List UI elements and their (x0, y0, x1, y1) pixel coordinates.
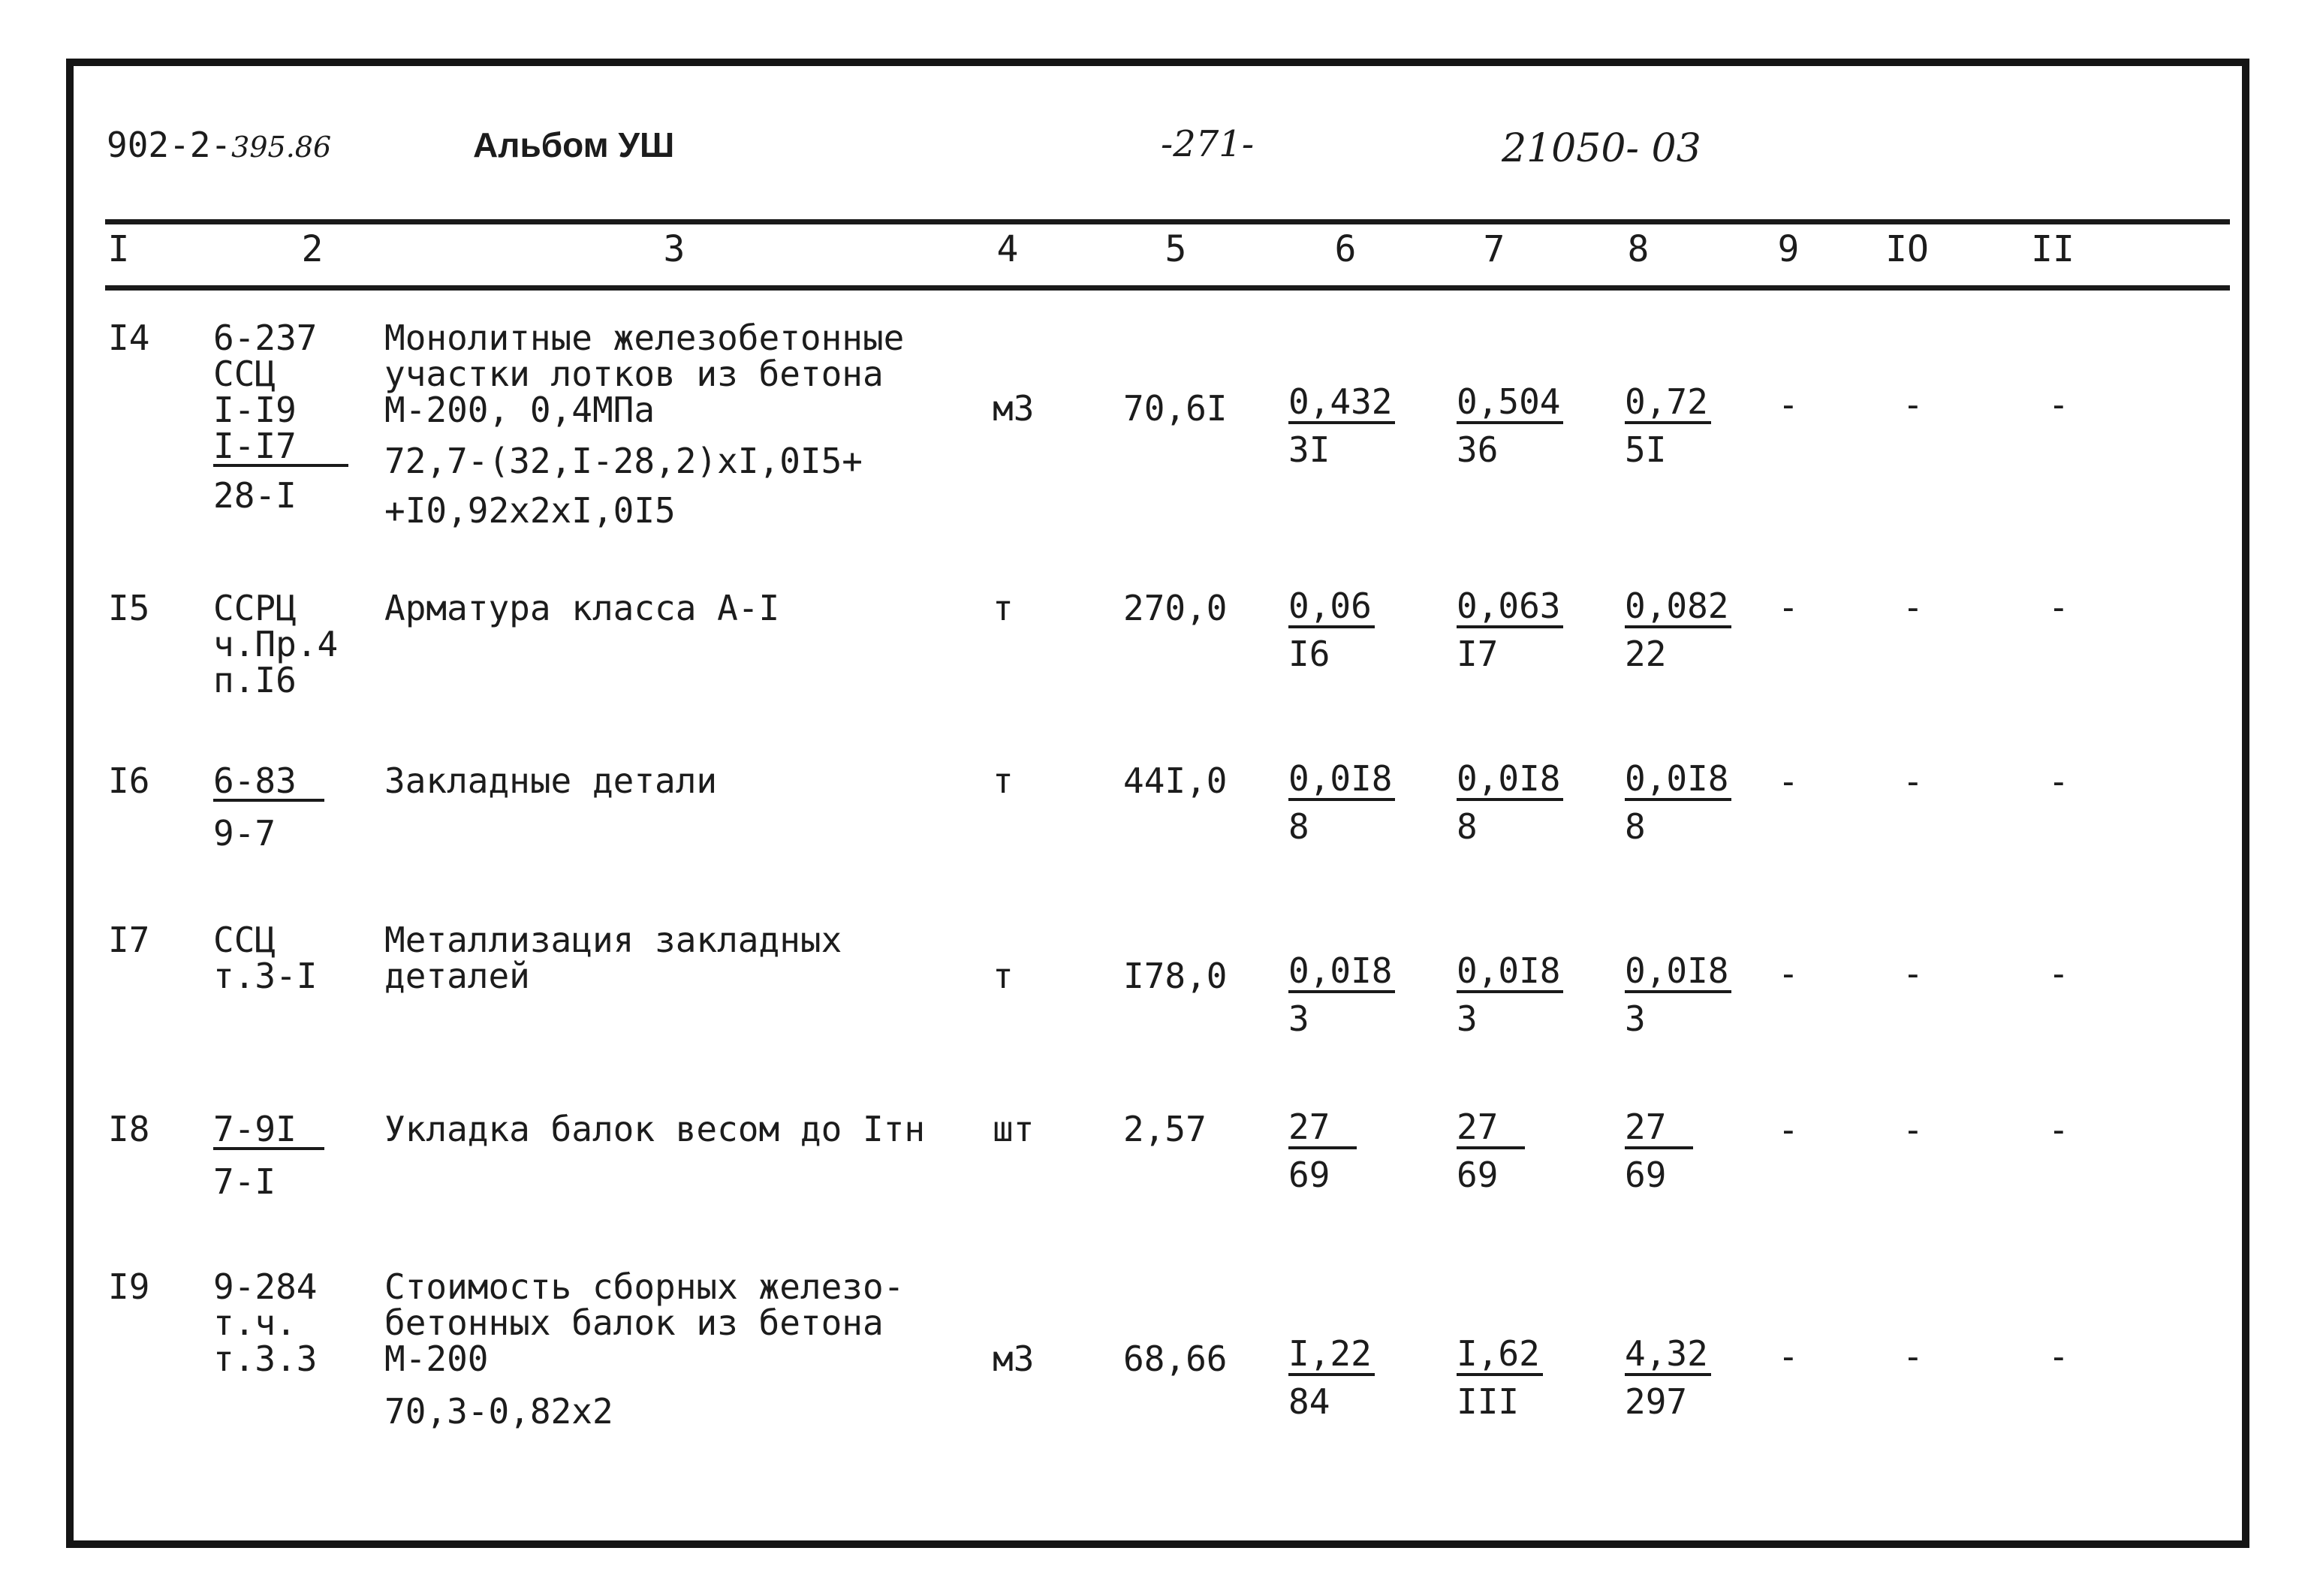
row-description (384, 318, 905, 531)
cell-col-8 (1625, 1333, 1711, 1424)
col-4-header: 4 (996, 228, 1019, 270)
value-top: 0,0I8 (1457, 759, 1563, 801)
value-top: 0,0I8 (1625, 951, 1731, 993)
header-series: 902-2-395.86 (107, 125, 332, 165)
row-description (384, 1111, 925, 1147)
value-top: I,22 (1288, 1334, 1375, 1376)
value-top: 0,063 (1457, 586, 1563, 628)
row-number: I5 (108, 588, 150, 628)
cell-col-6 (1288, 381, 1395, 472)
cell-col-10: - (1903, 384, 1924, 425)
desc-line: Монолитные железобетонные (384, 318, 905, 358)
cell-col-9: - (1778, 384, 1799, 425)
cell-col-7 (1457, 1333, 1543, 1424)
ref-line: 6-237 (213, 318, 318, 358)
row-unit: м3 (993, 1339, 1035, 1379)
desc-line: Металлизация закладных (384, 920, 842, 960)
cell-col-7 (1457, 381, 1563, 472)
cell-col-7 (1457, 1107, 1525, 1197)
desc-line: бетонных балок из бетона (384, 1302, 884, 1343)
value-top: 27 (1457, 1107, 1525, 1149)
value-top: 0,0I8 (1625, 759, 1731, 801)
row-unit: м3 (993, 388, 1035, 429)
value-bottom: 8 (1625, 806, 1646, 847)
ref-line: п.I6 (213, 660, 297, 700)
cell-col-9: - (1778, 1336, 1799, 1377)
cell-col-10: - (1903, 1110, 1924, 1150)
col-7-header: 7 (1483, 228, 1505, 270)
value-bottom: 3 (1457, 998, 1478, 1039)
value-bottom: 8 (1288, 806, 1309, 847)
col-10-header: IO (1885, 228, 1929, 270)
desc-line: 72,7-(32,I-28,2)хI,0I5+ (384, 441, 863, 481)
cell-col-6 (1288, 950, 1395, 1041)
ref-line: 28-I (213, 475, 297, 516)
cell-col-8 (1625, 758, 1731, 849)
value-top: 0,082 (1625, 586, 1731, 628)
col-5-header: 5 (1165, 228, 1187, 270)
cell-col-8 (1625, 950, 1731, 1041)
value-bottom: 297 (1625, 1381, 1688, 1422)
desc-line: М-200, 0,4МПа (384, 390, 655, 430)
ref-line: I-I7 (213, 428, 348, 467)
cell-col-11: - (2048, 587, 2069, 628)
value-top: 0,0I8 (1457, 951, 1563, 993)
value-bottom: III (1457, 1381, 1520, 1422)
value-bottom: 69 (1288, 1155, 1330, 1195)
value-bottom: 84 (1288, 1381, 1330, 1422)
row-description (384, 760, 718, 801)
cell-col-7 (1457, 758, 1563, 849)
cell-col-9: - (1778, 587, 1799, 628)
ref-line: т.3-I (213, 956, 318, 996)
ref-line: I-I9 (213, 390, 297, 430)
row-description (384, 590, 779, 626)
row-quantity: 44I,0 (1123, 760, 1228, 801)
desc-line: +I0,92х2хI,0I5 (384, 490, 676, 531)
row-unit: т (993, 588, 1014, 628)
cell-col-8 (1625, 586, 1731, 676)
desc-line: 70,3-0,82х2 (384, 1391, 613, 1432)
value-bottom: 3I (1288, 429, 1330, 470)
row-number: I7 (108, 920, 150, 960)
row-number: I8 (108, 1109, 150, 1149)
header-code: 21050- 03 (1502, 126, 1701, 171)
ref-line: т.ч. (213, 1302, 297, 1343)
value-bottom: I6 (1288, 634, 1330, 674)
value-top: 27 (1288, 1107, 1357, 1149)
cell-col-9: - (1778, 953, 1799, 994)
desc-line: участки лотков из бетона (384, 354, 884, 394)
col-3-header: 3 (663, 228, 685, 270)
cell-col-11: - (2048, 1110, 2069, 1150)
value-top: 0,06 (1288, 586, 1375, 628)
header-page-number: -271- (1161, 123, 1255, 165)
cell-col-11: - (2048, 953, 2069, 994)
cell-col-8 (1625, 381, 1711, 472)
cell-col-6 (1288, 1107, 1357, 1197)
value-bottom: 69 (1625, 1155, 1667, 1195)
row-description (384, 1266, 905, 1432)
value-bottom: 69 (1457, 1155, 1499, 1195)
desc-line: М-200 (384, 1339, 489, 1379)
cell-col-6 (1288, 1333, 1375, 1424)
cell-col-6 (1288, 758, 1395, 849)
cell-col-10: - (1903, 953, 1924, 994)
ref-line: 9-7 (213, 813, 276, 854)
value-top: 0,72 (1625, 382, 1711, 424)
cell-col-11: - (2048, 761, 2069, 802)
row-reference (213, 590, 338, 698)
row-unit: т (993, 956, 1014, 996)
value-bottom: 8 (1457, 806, 1478, 847)
row-quantity: 2,57 (1123, 1109, 1207, 1149)
value-bottom: 36 (1457, 429, 1499, 470)
row-reference (213, 922, 317, 994)
ref-line: ч.Пр.4 (213, 624, 339, 664)
row-quantity: 70,6I (1123, 388, 1228, 429)
cell-col-10: - (1903, 1336, 1924, 1377)
value-bottom: 5I (1625, 429, 1667, 470)
ref-line: ССЦ (213, 354, 276, 394)
col-9-header: 9 (1777, 228, 1800, 270)
cell-col-11: - (2048, 1336, 2069, 1377)
cell-col-7 (1457, 586, 1563, 676)
value-top: I,62 (1457, 1334, 1543, 1376)
cell-col-7 (1457, 950, 1563, 1041)
header-series-handwritten: 395.86 (231, 131, 332, 164)
value-bottom: 3 (1625, 998, 1646, 1039)
ref-line: 7-9I (213, 1111, 324, 1150)
row-reference (213, 1111, 324, 1200)
desc-line: Закладные детали (384, 760, 718, 801)
value-bottom: I7 (1457, 634, 1499, 674)
cell-col-9: - (1778, 761, 1799, 802)
row-reference (213, 318, 348, 516)
ref-line: 7-I (213, 1161, 276, 1202)
col-2-header: 2 (301, 228, 324, 270)
ref-line: ССЦ (213, 920, 276, 960)
value-top: 0,0I8 (1288, 951, 1395, 993)
row-reference (213, 1266, 318, 1379)
desc-line: Арматура класса А-I (384, 588, 780, 628)
value-bottom: 3 (1288, 998, 1309, 1039)
cell-col-9: - (1778, 1110, 1799, 1150)
desc-line: деталей (384, 956, 530, 996)
row-description (384, 922, 842, 994)
row-quantity: I78,0 (1123, 956, 1228, 996)
ref-line: ССРЦ (213, 588, 297, 628)
ref-line: 9-284 (213, 1266, 318, 1307)
row-number: I6 (108, 760, 150, 801)
value-top: 0,0I8 (1288, 759, 1395, 801)
desc-line: Укладка балок весом до Iтн (384, 1109, 926, 1149)
cell-col-10: - (1903, 587, 1924, 628)
row-unit: т (993, 760, 1014, 801)
row-number: I9 (108, 1266, 150, 1307)
header-top-rule (105, 219, 2230, 224)
row-unit: шт (993, 1109, 1035, 1149)
cell-col-11: - (2048, 384, 2069, 425)
header-bottom-rule (105, 285, 2230, 291)
row-reference (213, 760, 324, 854)
row-quantity: 270,0 (1123, 588, 1228, 628)
cell-col-10: - (1903, 761, 1924, 802)
col-8-header: 8 (1627, 228, 1650, 270)
row-number: I4 (108, 318, 150, 358)
cell-col-8 (1625, 1107, 1693, 1197)
value-top: 27 (1625, 1107, 1693, 1149)
value-top: 0,432 (1288, 382, 1395, 424)
col-11-header: II (2031, 228, 2074, 270)
value-top: 4,32 (1625, 1334, 1711, 1376)
desc-line: Стоимость сборных железо- (384, 1266, 905, 1307)
ref-line: т.3.3 (213, 1339, 318, 1379)
row-quantity: 68,66 (1123, 1339, 1228, 1379)
cell-col-6 (1288, 586, 1375, 676)
header-album: Альбом УШ (473, 125, 675, 164)
value-bottom: 22 (1625, 634, 1667, 674)
col-1-header: I (107, 228, 130, 270)
value-top: 0,504 (1457, 382, 1563, 424)
col-6-header: 6 (1334, 228, 1357, 270)
ref-line: 6-83 (213, 763, 324, 802)
